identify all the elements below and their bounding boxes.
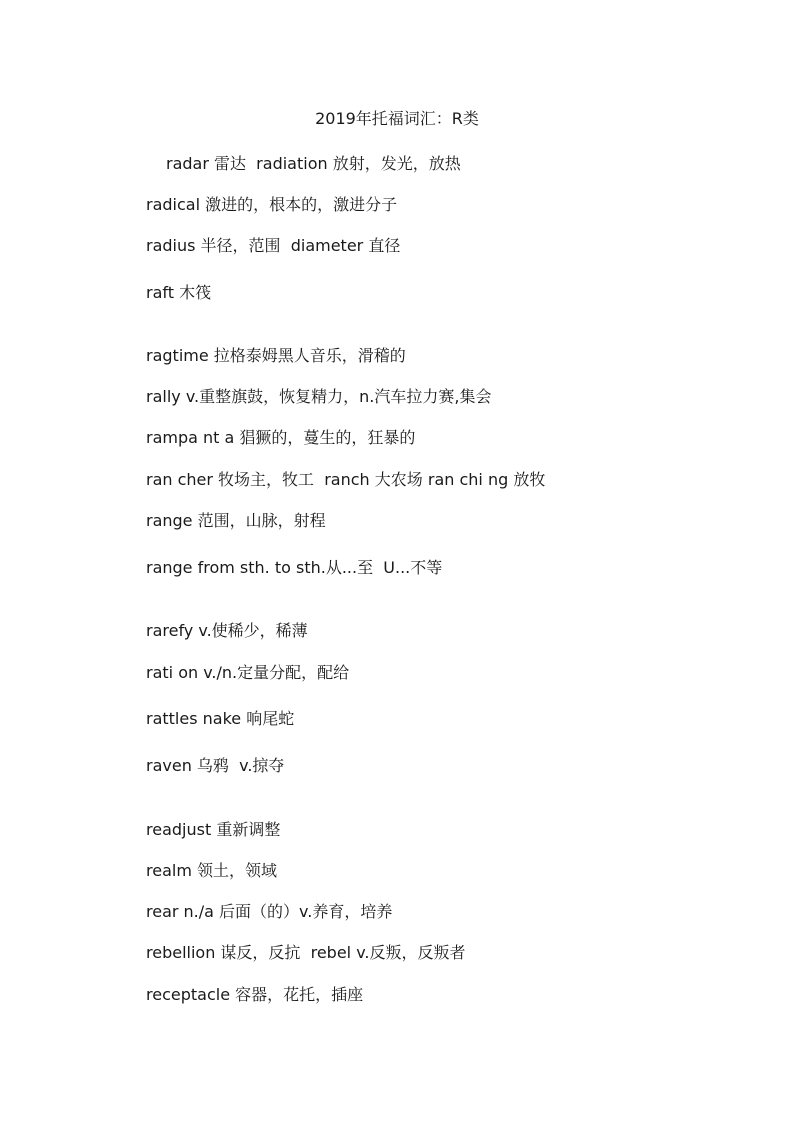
vocab-entry: rebellion 谋反，反抗 rebel v.反叛，反叛者 xyxy=(146,943,466,962)
vocab-entry: realm 领土，领域 xyxy=(146,861,277,880)
vocab-entry: receptacle 容器，花托，插座 xyxy=(146,985,364,1004)
vocab-entry: radical 激进的，根本的，激进分子 xyxy=(146,195,398,214)
vocab-entry: rarefy v.使稀少，稀薄 xyxy=(146,621,308,640)
vocab-entry: rally v.重整旗鼓，恢复精力，n.汽车拉力赛,集会 xyxy=(146,387,492,406)
vocab-entry: raft 木筏 xyxy=(146,283,212,302)
vocab-entry: radius 半径，范围 diameter 直径 xyxy=(146,236,401,255)
vocab-entry: range from sth. to sth.从...至 U...不等 xyxy=(146,558,443,577)
vocab-entry: readjust 重新调整 xyxy=(146,820,281,839)
vocab-entry: rampa nt a 猖獗的，蔓生的，狂暴的 xyxy=(146,428,416,447)
vocab-entry: range 范围，山脉，射程 xyxy=(146,511,326,530)
vocab-entry: radar 雷达 radiation 放射，发光，放热 xyxy=(166,154,461,173)
vocab-entry: rattles nake 响尾蛇 xyxy=(146,709,295,728)
vocab-entry: rati on v./n.定量分配，配给 xyxy=(146,663,350,682)
vocab-entry: ran cher 牧场主，牧工 ranch 大农场 ran chi ng 放牧 xyxy=(146,470,546,489)
vocab-entry: rear n./a 后面（的）v.养育，培养 xyxy=(146,902,393,921)
vocab-entry: ragtime 拉格泰姆黑人音乐，滑稽的 xyxy=(146,346,406,365)
vocab-entry: raven 乌鸦 v.掠夺 xyxy=(146,756,285,775)
page-title: 2019年托福词汇：R类 xyxy=(315,109,479,128)
